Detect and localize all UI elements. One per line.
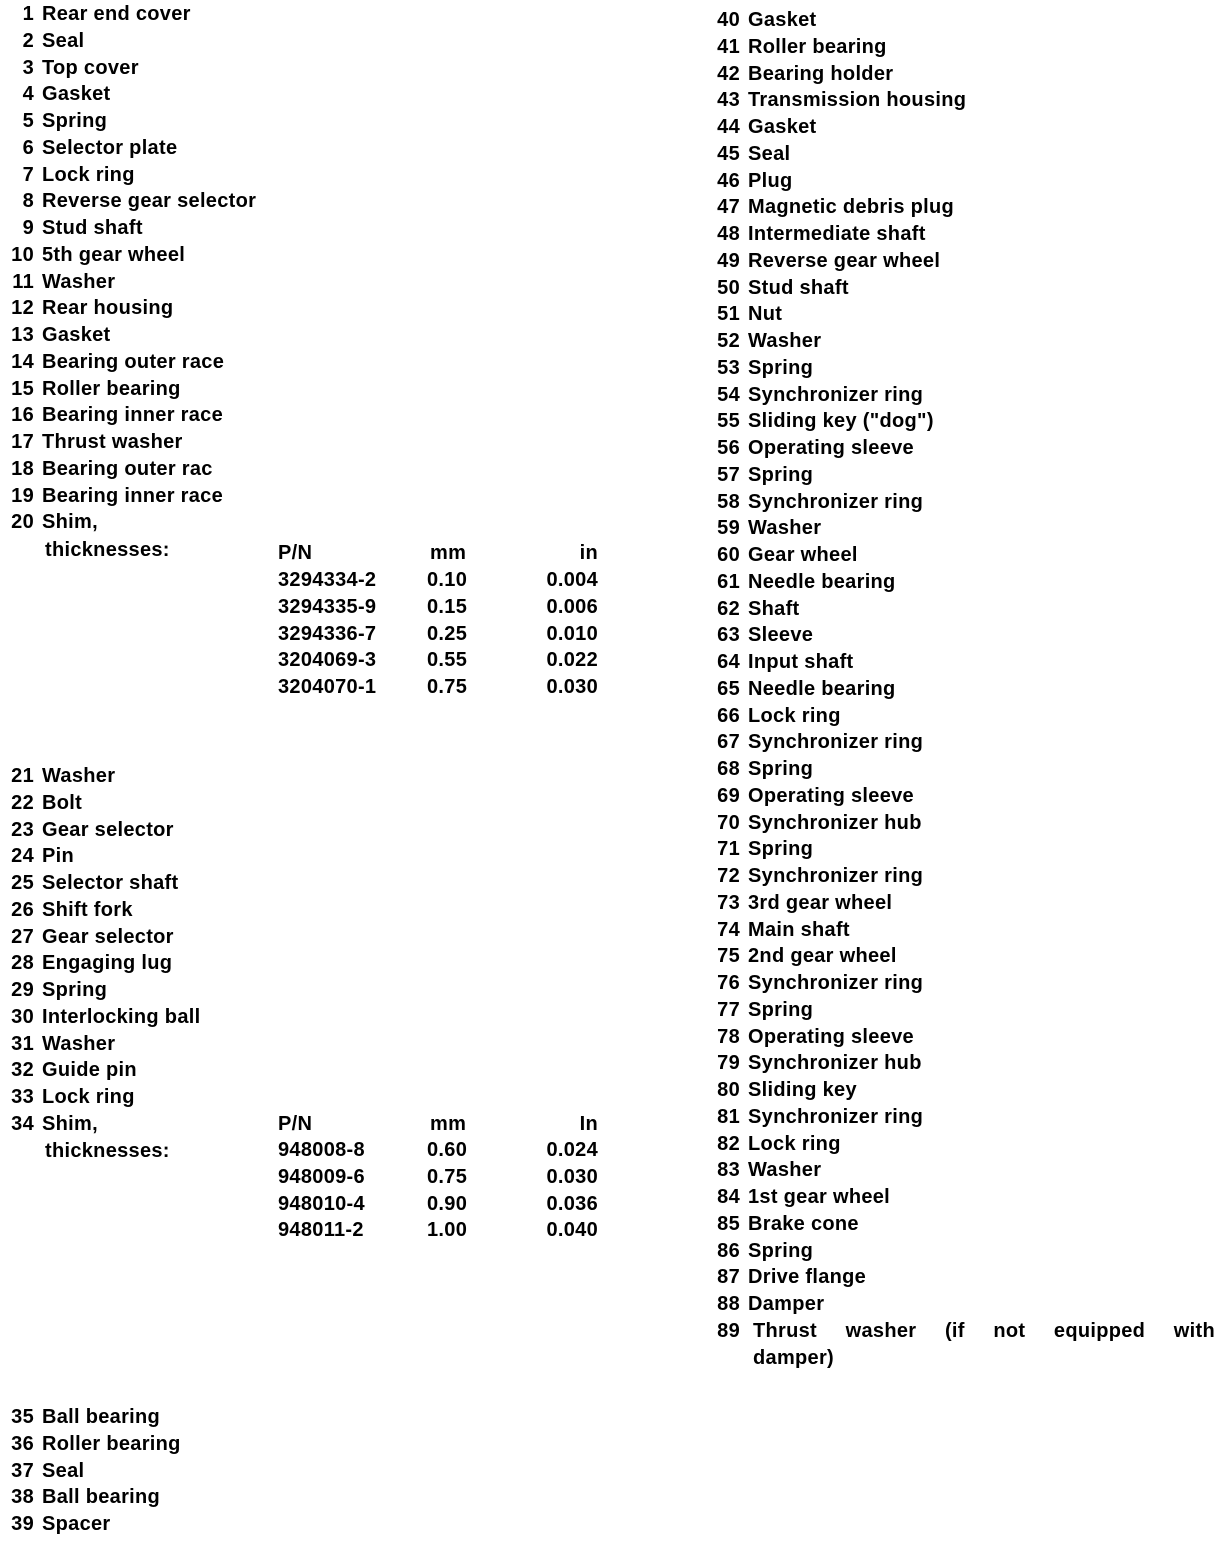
item-label: Roller bearing xyxy=(42,377,181,400)
list-item xyxy=(0,1105,923,1129)
list-item xyxy=(0,891,892,915)
list-item xyxy=(0,302,782,326)
list-item xyxy=(0,169,793,193)
item-number: 88 xyxy=(717,1293,740,1315)
item-number: 6 xyxy=(22,136,34,159)
item-label: Synchronizer ring xyxy=(748,383,924,406)
item-label: Lock ring xyxy=(42,1086,135,1108)
item-label: Shim, xyxy=(42,511,98,534)
list-item xyxy=(0,62,893,86)
item-number: 19 xyxy=(11,484,34,507)
item-label: Spring xyxy=(42,979,108,1001)
item-number: 83 xyxy=(717,1159,740,1182)
item-label: 2nd gear wheel xyxy=(748,945,897,968)
item-number: 71 xyxy=(717,838,740,861)
item-label: Sliding key xyxy=(748,1079,857,1101)
list-item xyxy=(0,276,849,300)
col-header-pn: P/N xyxy=(278,542,313,564)
list-item xyxy=(0,1319,740,1343)
list-item xyxy=(0,650,854,674)
item-label: Shim, xyxy=(42,1112,98,1135)
shim-thickness-in: 0.006 xyxy=(546,595,598,618)
item-number: 23 xyxy=(11,818,34,841)
item-number: 35 xyxy=(11,1406,34,1428)
list-item xyxy=(0,1212,859,1236)
shim-part-number: 3294336-7 xyxy=(278,622,377,645)
item-number: 43 xyxy=(717,89,740,112)
item-number: 4 xyxy=(22,83,34,106)
item-number: 31 xyxy=(11,1032,34,1055)
item-label: Synchronizer ring xyxy=(748,490,924,513)
item-number: 9 xyxy=(22,217,34,239)
item-label-continued: damper) xyxy=(753,1346,835,1369)
item-number: 85 xyxy=(717,1212,740,1235)
list-item xyxy=(0,784,914,808)
item-label: Washer xyxy=(42,765,116,787)
item-label: Damper xyxy=(748,1293,825,1315)
shim-thickness-mm: 0.55 xyxy=(427,649,468,672)
item-number: 47 xyxy=(717,196,740,219)
shim-thickness-in: 0.022 xyxy=(546,649,598,672)
list-item xyxy=(0,115,817,139)
item-number: 44 xyxy=(717,116,740,138)
list-item xyxy=(0,249,940,273)
item-number: 2 xyxy=(22,29,34,52)
item-label: Reverse gear selector xyxy=(42,190,257,213)
item-number: 28 xyxy=(11,952,34,975)
item-number: 32 xyxy=(11,1059,34,1082)
item-label: Synchronizer ring xyxy=(748,1105,924,1128)
item-number: 8 xyxy=(22,190,34,213)
list-item xyxy=(0,142,790,166)
item-label: Synchronizer hub xyxy=(748,1052,922,1075)
item-label: Shaft xyxy=(748,597,800,620)
col-header-mm: mm xyxy=(430,1113,467,1135)
shim-thickness-mm: 0.75 xyxy=(427,676,468,698)
item-number: 64 xyxy=(717,651,740,673)
item-number: 1 xyxy=(22,3,34,25)
item-number: 13 xyxy=(11,324,34,346)
list-item xyxy=(0,1265,866,1289)
item-label: Operating sleeve xyxy=(748,1025,914,1048)
col-header-in: in xyxy=(579,542,598,564)
list-item xyxy=(0,35,887,59)
list-item xyxy=(0,329,821,353)
item-number: 3 xyxy=(22,56,34,79)
item-label: Shift fork xyxy=(42,898,133,921)
item-label: Sleeve xyxy=(748,624,814,647)
shim-thickness-mm: 0.15 xyxy=(427,595,468,618)
item-label: Drive flange xyxy=(748,1266,867,1289)
item-label: Bearing outer rac xyxy=(42,457,213,480)
item-label: Selector plate xyxy=(42,136,178,159)
item-number: 62 xyxy=(717,597,740,620)
item-number: 17 xyxy=(11,431,34,453)
item-label: Spring xyxy=(748,758,814,780)
list-item xyxy=(0,8,817,32)
item-number: 5 xyxy=(22,110,34,132)
item-number: 78 xyxy=(717,1025,740,1048)
item-number: 30 xyxy=(11,1005,34,1028)
item-number: 36 xyxy=(11,1432,34,1455)
item-label: Selector shaft xyxy=(42,872,179,894)
list-item xyxy=(0,730,923,754)
shim-part-number: 948010-4 xyxy=(278,1192,365,1215)
item-label: Washer xyxy=(42,270,116,293)
item-label: Top cover xyxy=(42,56,139,79)
item-number: 55 xyxy=(717,410,740,433)
item-label: Roller bearing xyxy=(42,1432,181,1455)
list-item xyxy=(0,623,813,647)
item-label: Operating sleeve xyxy=(748,784,914,807)
item-number: 7 xyxy=(22,163,34,186)
thicknesses-label: thicknesses: xyxy=(45,539,170,561)
item-number: 26 xyxy=(11,898,34,921)
item-number: 11 xyxy=(12,270,34,293)
item-label: Thrust washer xyxy=(42,431,183,453)
item-label: Guide pin xyxy=(42,1059,137,1082)
item-number: 72 xyxy=(717,865,740,887)
item-number: 39 xyxy=(11,1513,34,1535)
item-label: Spring xyxy=(748,1239,814,1262)
item-label: Gasket xyxy=(748,116,817,138)
item-number: 54 xyxy=(717,383,740,406)
item-label: Spring xyxy=(748,998,814,1021)
item-number: 63 xyxy=(717,624,740,647)
item-label: Spring xyxy=(42,110,108,132)
item-label: Gasket xyxy=(748,9,817,31)
list-item xyxy=(0,998,813,1022)
shim-part-number: 948008-8 xyxy=(278,1139,365,1161)
item-number: 89 xyxy=(717,1319,740,1342)
item-number: 66 xyxy=(717,704,740,727)
shim-part-number: 3204070-1 xyxy=(278,676,377,698)
item-label: Spring xyxy=(748,463,814,486)
item-number: 51 xyxy=(717,303,740,326)
item-number: 82 xyxy=(717,1132,740,1155)
item-number: 38 xyxy=(11,1486,34,1509)
item-number: 56 xyxy=(717,437,740,459)
shim-thickness-in: 0.040 xyxy=(546,1219,598,1242)
shim-thickness-in: 0.036 xyxy=(546,1192,598,1215)
list-item xyxy=(0,409,934,433)
list-item xyxy=(0,463,813,487)
item-label: Synchronizer ring xyxy=(748,972,924,994)
list-item xyxy=(0,195,954,219)
item-number: 10 xyxy=(11,243,34,266)
item-label: Lock ring xyxy=(748,704,841,727)
shim-thickness-in: 0.024 xyxy=(546,1139,598,1161)
shim-thickness-mm: 1.00 xyxy=(427,1219,468,1242)
item-label: Stud shaft xyxy=(748,276,849,299)
item-number: 86 xyxy=(717,1239,740,1262)
item-number: 34 xyxy=(11,1112,34,1135)
item-label: Needle bearing xyxy=(748,677,896,700)
item-label: Brake cone xyxy=(748,1212,859,1235)
list-item xyxy=(0,757,813,781)
list-item xyxy=(0,543,858,567)
item-label: Washer xyxy=(748,517,822,540)
item-number: 16 xyxy=(11,404,34,427)
item-number: 73 xyxy=(717,891,740,914)
item-label: Magnetic debris plug xyxy=(748,196,955,219)
item-label: Stud shaft xyxy=(42,217,143,239)
item-label: Engaging lug xyxy=(42,952,173,975)
item-label: Ball bearing xyxy=(42,1406,161,1428)
list-item xyxy=(0,1459,84,1483)
item-number: 81 xyxy=(717,1105,740,1128)
item-label: Intermediate shaft xyxy=(748,223,926,245)
item-number: 67 xyxy=(717,731,740,754)
list-item xyxy=(0,383,923,407)
item-number: 80 xyxy=(717,1079,740,1101)
shim-thickness-in: 0.010 xyxy=(546,622,598,645)
item-label: 3rd gear wheel xyxy=(748,891,893,914)
item-number: 53 xyxy=(717,356,740,379)
shim-part-number: 948009-6 xyxy=(278,1165,365,1188)
item-label: Bearing holder xyxy=(748,62,894,85)
item-number: 60 xyxy=(717,544,740,566)
shim-part-number: 3204069-3 xyxy=(278,649,377,672)
item-label: Lock ring xyxy=(42,163,135,186)
list-item xyxy=(0,1078,857,1102)
item-label: Input shaft xyxy=(748,651,854,673)
item-label: Washer xyxy=(748,330,822,352)
item-number: 15 xyxy=(11,377,34,400)
item-number: 37 xyxy=(11,1459,34,1482)
item-label: Needle bearing xyxy=(748,570,896,593)
item-number: 61 xyxy=(717,570,740,593)
shim-thickness-in: 0.030 xyxy=(546,1165,598,1188)
col-header-pn: P/N xyxy=(278,1113,313,1135)
item-number: 74 xyxy=(717,918,740,941)
item-label: Seal xyxy=(42,29,85,52)
item-label: Interlocking ball xyxy=(42,1005,201,1028)
item-number: 69 xyxy=(717,784,740,807)
item-label: Washer xyxy=(748,1159,822,1182)
list-item xyxy=(0,597,800,621)
item-label: Gasket xyxy=(42,83,111,106)
item-number: 41 xyxy=(717,35,740,58)
item-label: Bearing outer race xyxy=(42,350,225,373)
item-number: 57 xyxy=(717,463,740,486)
item-label: Synchronizer ring xyxy=(748,865,924,887)
item-number: 27 xyxy=(11,925,34,948)
thicknesses-label: thicknesses: xyxy=(45,1140,170,1162)
item-label: Pin xyxy=(42,845,75,868)
list-item xyxy=(0,837,813,861)
item-label: Sliding key ("dog") xyxy=(748,410,934,433)
item-number: 25 xyxy=(11,872,34,894)
item-number: 24 xyxy=(11,845,34,868)
item-number: 48 xyxy=(717,223,740,245)
col-header-in: In xyxy=(579,1113,598,1135)
item-label: Bearing inner race xyxy=(42,484,224,507)
item-label: Roller bearing xyxy=(748,35,887,58)
list-item xyxy=(0,436,914,460)
item-label: Plug xyxy=(748,169,793,192)
item-label: Synchronizer ring xyxy=(748,731,924,754)
list-item xyxy=(0,1132,841,1156)
item-label: Gasket xyxy=(42,324,111,346)
item-label: Nut xyxy=(748,303,783,326)
item-number: 20 xyxy=(11,511,34,534)
list-item xyxy=(0,864,923,888)
item-label: 5th gear wheel xyxy=(42,243,186,266)
shim-thickness-mm: 0.90 xyxy=(427,1192,468,1215)
item-number: 50 xyxy=(717,276,740,299)
list-item xyxy=(0,918,850,942)
shim-part-number: 3294334-2 xyxy=(278,569,377,591)
shim-thickness-in: 0.004 xyxy=(546,569,598,591)
item-label: Transmission housing xyxy=(748,89,967,112)
item-label: Spring xyxy=(748,838,814,861)
list-item xyxy=(0,1185,890,1209)
item-label: Bearing inner race xyxy=(42,404,224,427)
item-number: 12 xyxy=(11,297,34,320)
item-number: 77 xyxy=(717,998,740,1021)
item-number: 58 xyxy=(717,490,740,513)
item-number: 76 xyxy=(717,972,740,994)
list-item xyxy=(0,1512,111,1536)
item-label: Spring xyxy=(748,356,814,379)
item-number: 33 xyxy=(11,1086,34,1108)
item-number: 59 xyxy=(717,517,740,540)
item-number: 45 xyxy=(717,142,740,165)
item-label: Gear selector xyxy=(42,818,174,841)
list-item xyxy=(0,1405,160,1429)
list-item xyxy=(0,490,923,514)
item-number: 68 xyxy=(717,758,740,780)
item-number: 79 xyxy=(717,1052,740,1075)
item-number: 84 xyxy=(717,1186,740,1208)
item-number: 52 xyxy=(717,330,740,352)
item-label: Lock ring xyxy=(748,1132,841,1155)
item-label: Washer xyxy=(42,1032,116,1055)
item-label: Bolt xyxy=(42,791,83,814)
item-number: 49 xyxy=(717,249,740,272)
list-item xyxy=(0,1051,922,1075)
item-number: 29 xyxy=(11,979,34,1001)
list-item xyxy=(0,516,821,540)
item-label: Main shaft xyxy=(748,918,850,941)
item-number: 22 xyxy=(11,791,34,814)
item-number: 70 xyxy=(717,811,740,834)
list-item xyxy=(0,677,896,701)
item-number: 18 xyxy=(11,457,34,480)
list-item xyxy=(0,811,922,835)
list-item xyxy=(0,944,897,968)
col-header-mm: mm xyxy=(430,542,467,564)
list-item xyxy=(0,222,926,246)
item-label: Operating sleeve xyxy=(748,437,914,459)
list-item xyxy=(0,88,966,112)
item-label: Thrust washer (if not equipped with xyxy=(753,1319,1215,1342)
list-item xyxy=(0,1292,824,1316)
list-item xyxy=(0,1432,181,1456)
item-number: 42 xyxy=(717,62,740,85)
list-item xyxy=(0,971,923,995)
item-number: 87 xyxy=(717,1266,740,1289)
shim-part-number: 948011-2 xyxy=(278,1219,364,1242)
shim-thickness-mm: 0.60 xyxy=(427,1139,468,1161)
item-label: Rear housing xyxy=(42,297,174,320)
shim-thickness-in: 0.030 xyxy=(546,676,598,698)
item-label: Seal xyxy=(42,1459,85,1482)
list-item xyxy=(0,570,896,594)
shim-thickness-mm: 0.75 xyxy=(427,1165,468,1188)
list-item xyxy=(0,1239,813,1263)
item-number: 40 xyxy=(717,9,740,31)
item-label: Gear wheel xyxy=(748,544,858,566)
item-label: Gear selector xyxy=(42,925,174,948)
item-number: 75 xyxy=(717,945,740,968)
item-label: Seal xyxy=(748,142,791,165)
shim-thickness-mm: 0.10 xyxy=(427,569,468,591)
shim-part-number: 3294335-9 xyxy=(278,595,377,618)
list-item xyxy=(0,1025,914,1049)
item-label: Rear end cover xyxy=(42,3,191,25)
item-label: Reverse gear wheel xyxy=(748,249,941,272)
item-number: 46 xyxy=(717,169,740,192)
list-item xyxy=(0,704,841,728)
item-label: 1st gear wheel xyxy=(748,1186,891,1208)
list-item xyxy=(0,1485,160,1509)
shim-thickness-mm: 0.25 xyxy=(427,622,468,645)
item-number: 21 xyxy=(11,765,34,787)
item-number: 65 xyxy=(717,677,740,700)
item-label: Ball bearing xyxy=(42,1486,161,1509)
item-number: 14 xyxy=(11,350,34,373)
item-label: Synchronizer hub xyxy=(748,811,922,834)
list-item xyxy=(0,356,813,380)
item-label: Spacer xyxy=(42,1513,111,1535)
list-item xyxy=(0,1158,821,1182)
